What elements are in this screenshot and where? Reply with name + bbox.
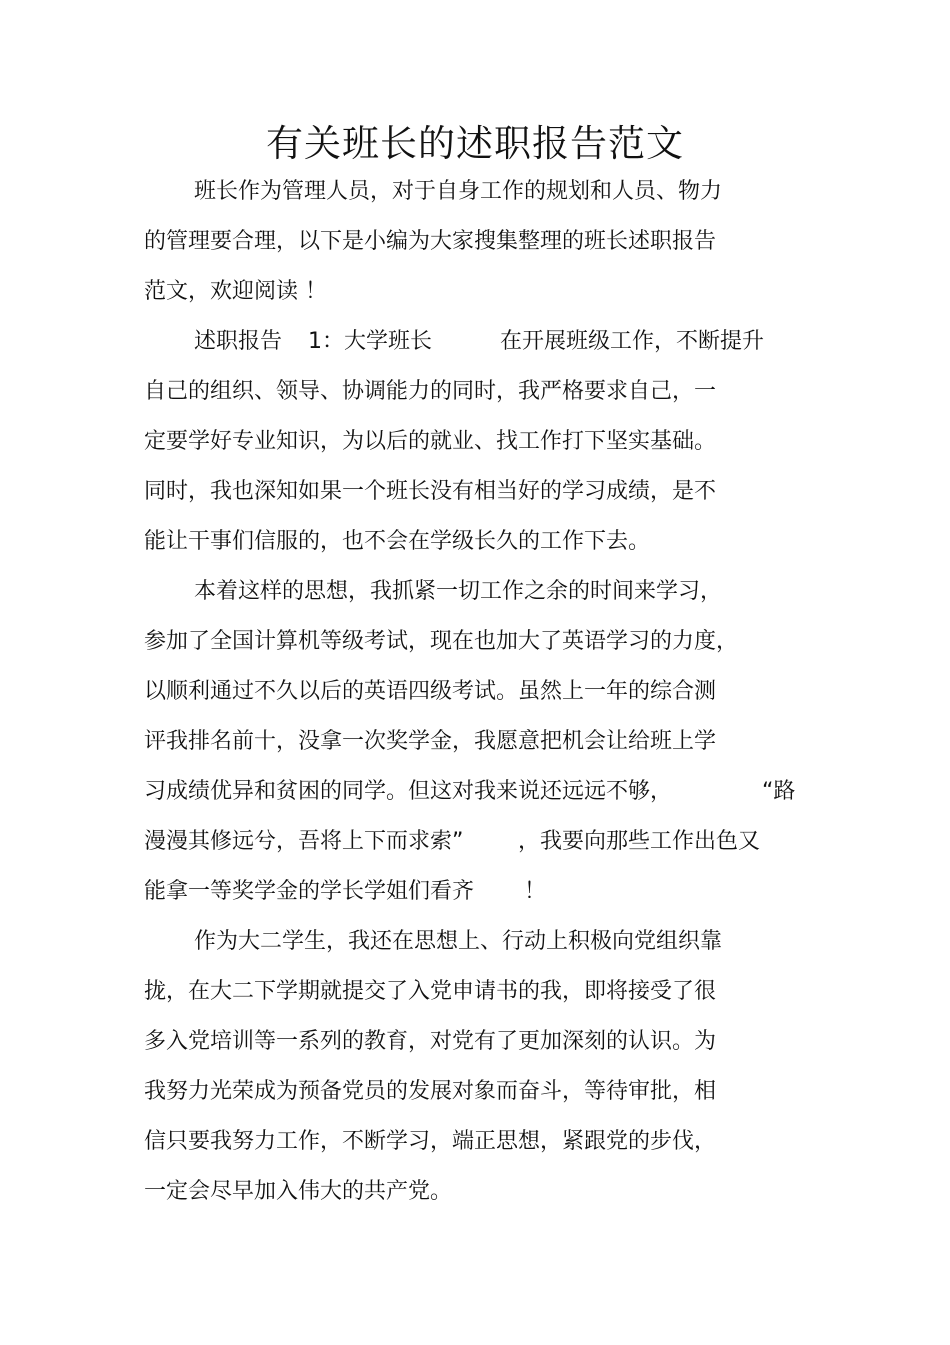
paragraph-line: 我努力光荣成为预备党员的发展对象而奋斗，等待审批，相 bbox=[144, 1079, 717, 1104]
paragraph-text: 能拿一等奖学金的学长学姐们看齐 bbox=[144, 879, 475, 904]
paragraph-line: 定要学好专业知识，为以后的就业、找工作打下坚实基础。 bbox=[144, 429, 717, 454]
report-subtitle: 1：大学班长 bbox=[308, 329, 432, 354]
paragraph-line: 评我排名前十，没拿一次奖学金，我愿意把机会让给班上学 bbox=[144, 729, 717, 754]
paragraph-line bbox=[0, 777, 950, 807]
paragraph-line: 能让干事们信服的，也不会在学级长久的工作下去。 bbox=[144, 529, 651, 554]
paragraph-line: 同时，我也深知如果一个班长没有相当好的学习成绩，是不 bbox=[144, 479, 717, 504]
paragraph-line: 参加了全国计算机等级考试，现在也加大了英语学习的力度， bbox=[144, 629, 739, 654]
paragraph-text: 习成绩优异和贫困的同学。但这对我来说还远远不够， bbox=[144, 779, 673, 804]
paragraph-line: 班长作为管理人员，对于自身工作的规划和人员、物力 bbox=[194, 179, 723, 204]
paragraph-line: 自己的组织、领导、协调能力的同时，我严格要求自己，一 bbox=[144, 379, 717, 404]
quote-text: 漫漫其修远兮，吾将上下而求索” bbox=[144, 829, 464, 854]
paragraph-line: 拢，在大二下学期就提交了入党申请书的我，即将接受了很 bbox=[144, 979, 717, 1004]
paragraph-line: 多入党培训等一系列的教育，对党有了更加深刻的认识。为 bbox=[144, 1029, 717, 1054]
exclamation-mark: ！ bbox=[524, 879, 547, 904]
paragraph-line bbox=[0, 327, 950, 357]
document-title: 有关班长的述职报告范文 bbox=[266, 122, 684, 165]
paragraph-line: 作为大二学生，我还在思想上、行动上积极向党组织靠 bbox=[194, 929, 723, 954]
paragraph-line: 信只要我努力工作，不断学习，端正思想，紧跟党的步伐， bbox=[144, 1129, 717, 1154]
paragraph-line bbox=[0, 877, 950, 907]
paragraph-line: 以顺利通过不久以后的英语四级考试。虽然上一年的综合测 bbox=[144, 679, 717, 704]
paragraph-line bbox=[0, 827, 950, 857]
paragraph-line: 本着这样的思想，我抓紧一切工作之余的时间来学习， bbox=[194, 579, 723, 604]
paragraph-line: 的管理要合理，以下是小编为大家搜集整理的班长述职报告 bbox=[144, 229, 717, 254]
quote-start: “路 bbox=[762, 779, 796, 804]
paragraph-line: 范文，欢迎阅读 ！ bbox=[144, 279, 327, 304]
report-label: 述职报告 bbox=[194, 329, 283, 354]
paragraph-text: ，我要向那些工作出色又 bbox=[518, 829, 761, 854]
paragraph-text: 在开展班级工作，不断提升 bbox=[500, 329, 765, 354]
paragraph-line: 一定会尽早加入伟大的共产党。 bbox=[144, 1179, 453, 1204]
